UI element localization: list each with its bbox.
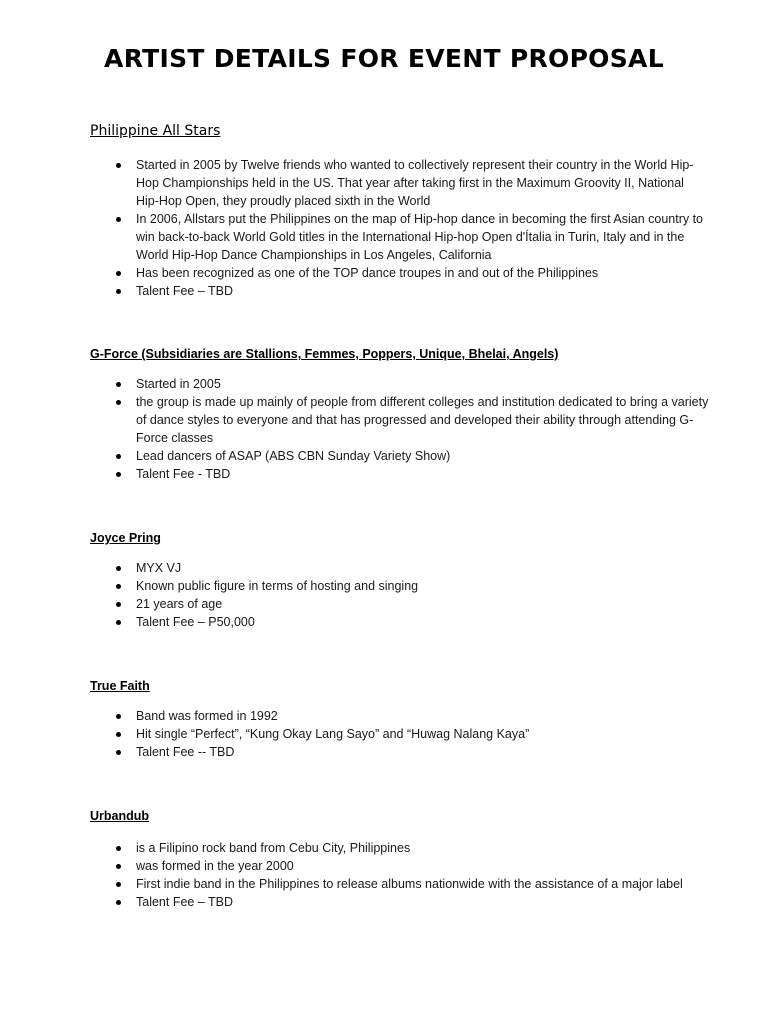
list-item: First indie band in the Philippines to release albums nationwide with the assistance of a major label bbox=[90, 875, 710, 893]
bullet-list bbox=[90, 839, 710, 911]
bullet-list bbox=[90, 156, 710, 300]
list-item: MYX VJ bbox=[90, 559, 710, 577]
section-heading: G-Force (Subsidiaries are Stallions, Femmes, Poppers, Unique, Bhelai, Angels) bbox=[90, 347, 559, 361]
list-item: was formed in the year 2000 bbox=[90, 857, 710, 875]
document-title: ARTIST DETAILS FOR EVENT PROPOSAL bbox=[104, 44, 664, 73]
list-item: Known public figure in terms of hosting and singing bbox=[90, 577, 710, 595]
list-item: 21 years of age bbox=[90, 595, 710, 613]
section-true-faith bbox=[90, 677, 710, 761]
section-urbandub bbox=[90, 807, 710, 911]
section-g-force bbox=[90, 345, 710, 483]
list-item: Lead dancers of ASAP (ABS CBN Sunday Variety Show) bbox=[90, 447, 710, 465]
list-item: is a Filipino rock band from Cebu City, Philippines bbox=[90, 839, 710, 857]
bullet-list bbox=[90, 559, 710, 631]
section-heading: Urbandub bbox=[90, 809, 150, 823]
list-item: Has been recognized as one of the TOP dance troupes in and out of the Philippines bbox=[90, 264, 710, 282]
section-philippine-all-stars bbox=[90, 122, 710, 300]
list-item: Band was formed in 1992 bbox=[90, 707, 710, 725]
list-item: Talent Fee -- TBD bbox=[90, 743, 710, 761]
list-item: Started in 2005 bbox=[90, 375, 710, 393]
list-item: the group is made up mainly of people from different colleges and institution dedicated to bring a variety of dance styles to everyone and that has progressed and developed their ability through attending G-Force classes bbox=[90, 393, 710, 447]
section-heading: Philippine All Stars bbox=[90, 123, 221, 139]
list-item: Talent Fee – P50,000 bbox=[90, 613, 710, 631]
list-item: Started in 2005 by Twelve friends who wanted to collectively represent their country in the World Hip-Hop Championships held in the US. That year after taking first in the Maximum Groovity II, National Hip-Hop Open, they proudly placed sixth in the World bbox=[90, 156, 710, 210]
list-item: Talent Fee - TBD bbox=[90, 465, 710, 483]
list-item: In 2006, Allstars put the Philippines on the map of Hip-hop dance in becoming the first Asian country to win back-to-back World Gold titles in the International Hip-hop Open d'Ítalia in Turin, Italy and in the World Hip-Hop Dance Championships in Los Angeles, California bbox=[90, 210, 710, 264]
section-joyce-pring bbox=[90, 529, 710, 631]
section-heading: True Faith bbox=[90, 679, 150, 693]
section-heading: Joyce Pring bbox=[90, 531, 161, 545]
list-item: Talent Fee – TBD bbox=[90, 893, 710, 911]
list-item: Hit single “Perfect”, “Kung Okay Lang Sayo” and “Huwag Nalang Kaya” bbox=[90, 725, 710, 743]
bullet-list bbox=[90, 375, 710, 483]
list-item: Talent Fee – TBD bbox=[90, 282, 710, 300]
bullet-list bbox=[90, 707, 710, 761]
